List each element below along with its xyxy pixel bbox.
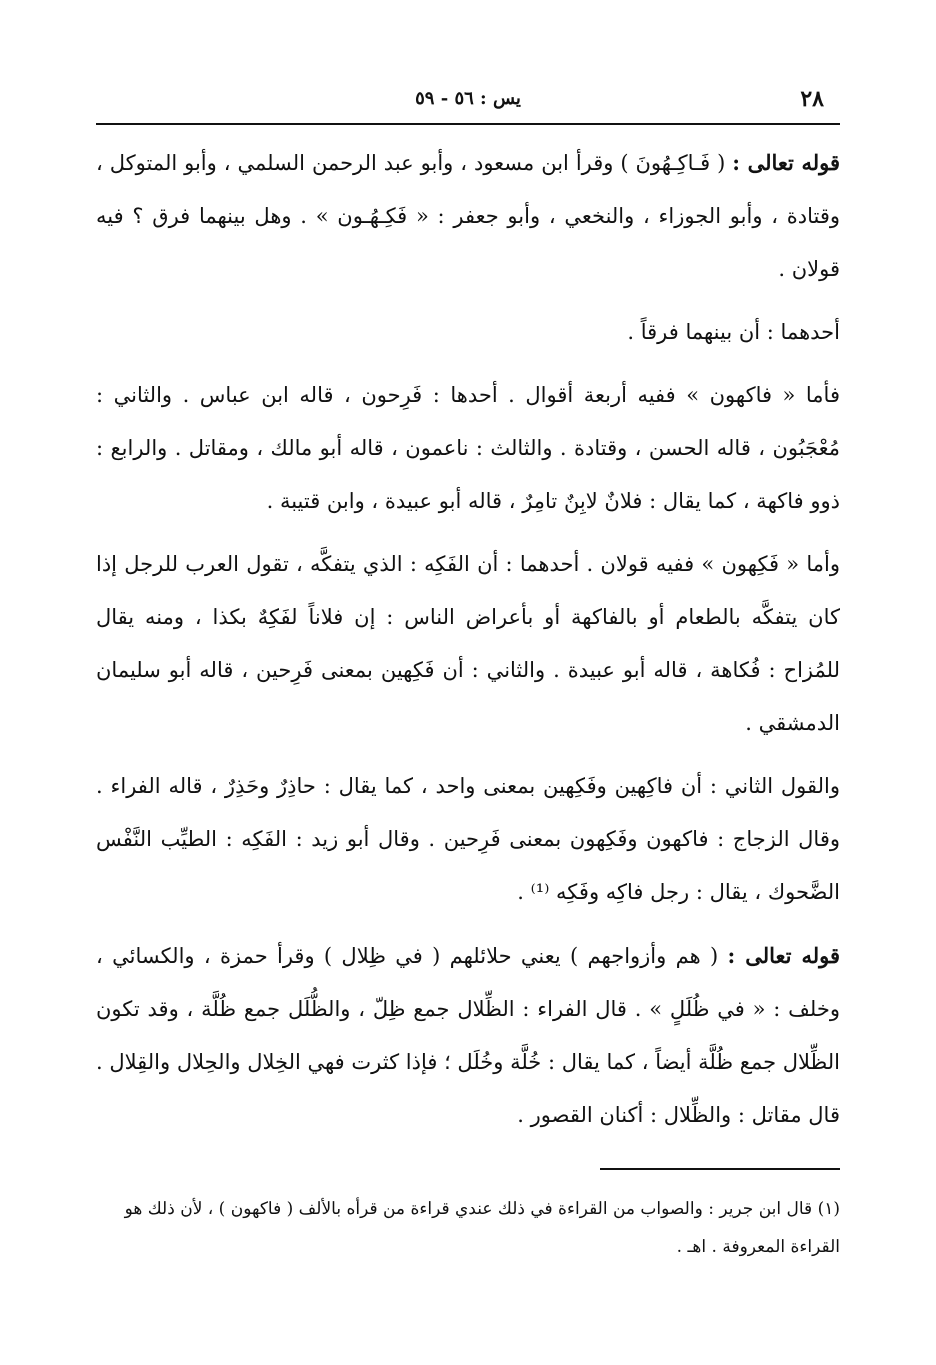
paragraph [96, 369, 840, 528]
paragraph [96, 929, 840, 1142]
paragraph-text: والقول الثاني : أن فاكِهين وفَكِهين بمعنى واحد ، كما يقال : حاذِرٌ وحَذِرٌ ، قاله الفراء . وقال الزجاج : فاكهون وفَكِهون بمعنى فَرِحين . وقال أبو زيد : الفَكِه : الطيِّب النَّفْس الضَّحوك ، يقال : رجل فاكِه وفَكِه ⁽¹⁾ . [96, 774, 840, 904]
footnote-rule [600, 1168, 840, 1170]
page-header [100, 82, 836, 122]
header-rule [96, 123, 840, 125]
footnotes [96, 1190, 840, 1266]
paragraph-text: ( هم وأزواجهم ) يعني حلائلهم ( في ظِلال ) وقرأ حمزة ، والكسائي ، وخلف : « في ظُلَلٍ » . قال الفراء : الظِّلال جمع ظِلّ ، والظُّلَل جمع ظُلَّة ، وقد تكون الظِّلال جمع ظُلَّة أيضاً ، كما يقال : خُلَّة وخُلَل ؛ فإذا كثرت فهي الخِلال والحِلال والقِلال . قال مقاتل : والظِّلال : أكنان القصور . [96, 944, 840, 1127]
page-number: ٢٨ [800, 86, 824, 112]
paragraph [96, 136, 840, 296]
paragraph [96, 760, 840, 919]
paragraph-text: ( فَـاكِـهُونَ ) وقرأ ابن مسعود ، وأبو عبد الرحمن السلمي ، وأبو المتوكل ، وقتادة ، وأبو الجوزاء ، والنخعي ، وأبو جعفر : « فَكِـهُـون » . وهل بينهما فرق ؟ فيه قولان . [96, 151, 840, 281]
paragraph-lead: قوله تعالى : [727, 943, 840, 968]
main-text [96, 136, 840, 1152]
footnote: (١) قال ابن جرير : والصواب من القراءة في ذلك عندي قراءة من قرأه بالألف ( فاكهون ) ، لأن ذلك هو القراءة المعروفة . اهـ . [124, 1199, 840, 1257]
paragraph-text: أحدهما : أن بينهما فرقاً . [627, 320, 840, 344]
paragraph-text: وأما « فَكِهون » ففيه قولان . أحدهما : أن الفَكِه : الذي يتفكَّه ، تقول العرب للرجل إذا كان يتفكَّه بالطعام أو بالفاكهة أو بأعراض الناس : إن فلاناً لفَكِهٌ بكذا ، ومنه يقال للمُزاح : فُكاهة ، قاله أبو عبيدة . والثاني : أن فَكِهين بمعنى فَرِحين ، قاله أبو سليمان الدمشقي . [96, 552, 840, 735]
running-head: يس : ٥٦ - ٥٩ [415, 88, 521, 109]
paragraph [96, 538, 840, 750]
paragraph-text: فأما « فاكهون » ففيه أربعة أقوال . أحدها : فَرِحون ، قاله ابن عباس . والثاني : مُعْجَبُون ، قاله الحسن ، وقتادة . والثالث : ناعمون ، قاله أبو مالك ، ومقاتل . والرابع : ذوو فاكهة ، كما يقال : فلانٌ لابِنٌ تامِرٌ ، قاله أبو عبيدة ، وابن قتيبة . [96, 383, 840, 513]
paragraph-lead: قوله تعالى : [732, 150, 841, 175]
paragraph [96, 306, 840, 359]
